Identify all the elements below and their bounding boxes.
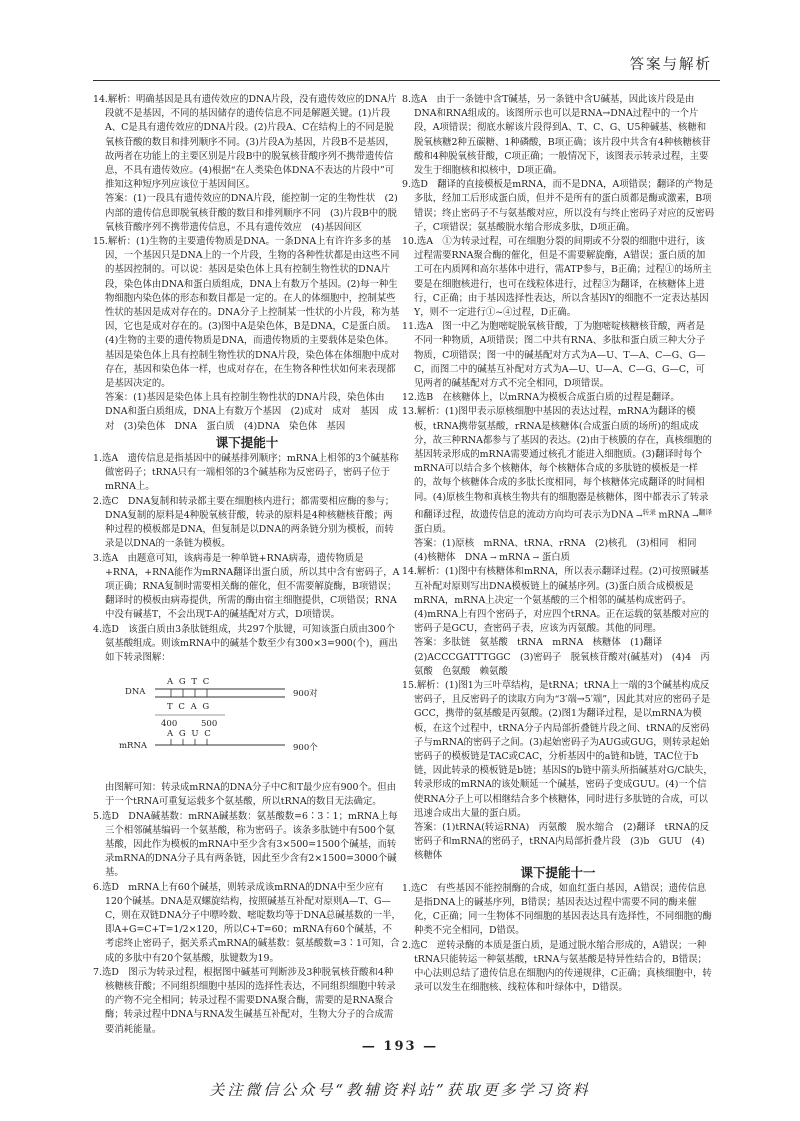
answer-15r: 15.解析：(1)图1为三叶草结构，是tRNA；tRNA上一端的3个碱基构成反密码子，且反密码子的读取方向为“3′端→5′端”，因此其对应的密码子是GCC，携带的氨基酸是丙氨酸。(2)图1为翻译过程，是以mRNA为模板，在这个过程中，tRNA分子内局部折叠链片段之间、tRNA的反密码子与mRNA的密码子之间。(3)起始密码子为AUG或GUG，则转录起始密码子的模板链是TAC或CAC，分析基因中的a链和b链，TAC位于b链，因此转录的模板链是b链；基因S的b链中箭头所指碱基对G/C缺失，转录形成的mRNA的该处顺延一个碱基，密码子变成GUU。(4)一个信使RNA分子上可以相继结合多个核糖体，同时进行多肽链的合成，可以迅速合成出大量的蛋白质。 [402,679,713,819]
answer-3: 3.选A 由题意可知，该病毒是一种单链+RNA病毒，遗传物质是+RNA，+RNA能作为mRNA翻译出蛋白质，所以其中含有密码子，A项正确；RNA复制时需要相关酶的催化，但不需要解旋酶，B项错误；翻译时的模板由病毒提供，所需的酶由宿主细胞提供，C项错误；RNA中没有碱基T，不会出现T-A的碱基配对方式，D项错误。 [93,552,400,621]
answer-1: 1.选A 遗传信息是指基因中的碱基排列顺序；mRNA上相邻的3个碱基称做密码子；tRNA只有一端相邻的3个碱基称为反密码子，密码子位于mRNA上。 [93,453,399,493]
arrow-label-transcription: 转录 [642,507,656,516]
mrna-bases: A G U C [167,729,211,740]
answer-15-key: 答案：(1)基因是染色体上具有控制生物性状的DNA片段，染色体由DNA和蛋白质组成，DNA上有数万个基因 (2)成对 成对 基因 成对 (3)染色体 DNA 蛋白质 (4)DNA 染色体 基因 [105,392,398,432]
section-title-10: 课下提能十 [215,434,279,450]
answer-15r-key: 答案：(1)tRNA(转运RNA) 丙氨酸 脱水缩合 (2)翻译 tRNA的反密码子和mRNA的密码子，tRNA内局部折叠片段 (3)b GUU (4)核糖体 [414,822,710,862]
answer-13 [402,405,714,536]
answer-12: 12.选B 在核糖体上，以mRNA为模板合成蛋白质的过程是翻译。 [402,392,680,404]
page-number: — 193 — [361,1039,439,1054]
answer-2: 2.选C DNA复制和转录都主要在细胞核内进行；都需要相应酶的参与；DNA复制的原料是4种脱氧核苷酸，转录的原料是4种核糖核苷酸；两种过程的模板都是DNA，但复制是以DNA的两条链分别为模板，而转录是以DNA的一条链为模板。 [93,495,395,550]
flow-mrna: mRNA [658,509,690,521]
dna-bottom-bases: T C A G [167,702,210,713]
count-500: 500 [201,719,218,730]
key-arrow-2: → [530,553,542,563]
answer-13-key-text: 答案：(1)原核 mRNA、tRNA、rRNA (2)核孔 (3)相同 相同 (4)核糖体 DNA [414,537,706,564]
header-rule [93,80,720,81]
answer-14r-key: 答案：多肽链 氨基酸 tRNA mRNA 核糖体 (1)翻译 (2)ACCCGATTTGGC (3)密码子 脱氧核苷酸对(碱基对) (4)4 丙氨酸 色氨酸 赖氨酸 [414,637,710,677]
answer-r1: 1.选C 有些基因不能控制酶的合成，如血红蛋白基因，A错误；遗传信息是指DNA上的碱基序列，B错误；基因表达过程中需要不同的酶来催化，C正确；同一生物体不同细胞的基因表达具有选择性，不同细胞的酶种类不完全相同，D错误。 [402,882,712,937]
answer-r2: 2.选C 逆转录酶的本质是蛋白质，是通过脱水缩合形成的，A错误；一种tRNA只能转运一种氨基酸，tRNA与氨基酸是特异性结合的，B错误；中心法则总结了遗传信息在细胞内的传递规律，C正确；真核细胞中，转录可以发生在细胞核、线粒体和叶绿体中，D错误。 [402,939,712,994]
answer-13-text: 13.解析：(1)图甲表示原核细胞中基因的表达过程，mRNA为翻译的模板，tRNA携带氨基酸，rRNA是核糖体(合成蛋白质的场所)的组成成分，故三种RNA都参与了基因的表达。(2)由于核膜的存在，真核细胞的基因转录形成的mRNA需要通过核孔才能进入细胞质。(3)翻译时每个mRNA可以结合多个核糖体，每个核糖体合成的多肽链的模板是一样的，故每个核糖体合成的多肽长度相同，每个核糖体完成翻译的时间相同。(4)原核生物和真核生物共有的细胞器是核糖体，图中都表示了转录和翻译过程，故遗传信息的流动方向均可表示为DNA [402,406,712,521]
right-column [402,93,714,995]
transcription-diagram [105,667,401,779]
answer-14: 14.解析：明确基因是具有遗传效应的DNA片段，没有遗传效应的DNA片段就不是基因，不同的基因储存的遗传信息不同是解题关键。(1)片段A、C是具有遗传效应的DNA片段。(2)片段A、C在结构上的不同是脱氧核苷酸的数目和排列顺序不同。(3)片段A为基因，片段B不是基因，故两者在功能上的主要区别是片段B中的脱氧核苷酸序列不携带遗传信息，不具有遗传效应。(4)根据“在人类染色体DNA不表达的片段中”可推知这种短序列应该位于基因间区。 [93,94,397,191]
key-arrow-1: → [487,553,500,563]
answer-11: 11.选A 图一中乙为胞嘧啶脱氧核苷酸，丁为胞嘧啶核糖核苷酸，两者是不同一种物质，A项错误；图二中共有RNA、多肽和蛋白质三种大分子物质，C项错误；图一中的碱基配对方式为A—U、T—A、C—G、G—C，而图二中的碱基互补配对方式为A—U、U—A、C—G、G—C，可见两者的碱基配对方式不完全相同，D项错误。 [402,321,706,390]
answer-15: 15.解析：(1)生物的主要遗传物质是DNA。一条DNA上有许许多多的基因，一个基因只是DNA上的一个片段，生物的各种性状都是由这些不同的基因控制的。可以说：基因是染色体上具有控制生物性状的DNA片段，染色体由DNA和蛋白质组成，DNA上有数万个基因。(2)每一种生物细胞内染色体的形态和数目都是一定的。在人的体细胞中，控制某些性状的基因是成对存在的。DNA分子上控制某一性状的小片段，称为基因，它也是成对存在的。(3)图中A是染色体，B是DNA，C是蛋白质。(4)生物的主要的遗传物质是DNA，而遗传物质的主要载体是染色体。基因是染色体上具有控制生物性状的DNA片段，染色体在体细胞中成对存在，基因和染色体一样，也成对存在，在生物各种性状如何来表现都是基因决定的。 [93,236,400,390]
answer-9: 9.选D 翻译的直接模板是mRNA，而不是DNA，A项错误；翻译的产物是多肽，经加工后形成蛋白质，但并不是所有的蛋白质都是酶或激素，B项错误；终止密码子不与氨基酸对应，所以没有与终止密码子对应的反密码子，C项错误；氨基酸脱水缩合形成多肽，D项正确。 [402,179,715,233]
arrow-label-translation: 翻译 [698,507,712,516]
answer-8: 8.选A 由于一条链中含T碱基，另一条链中含U碱基，因此该片段是由DNA和RNA组成的。该图所示也可以是RNA→DNA过程中的一个片段，A项错误；彻底水解该片段得到A、T、C、G、U5种碱基、核糖和脱氧核糖2种五碳糖、1种磷酸，B项正确；该片段中共含有4种核糖核苷酸和4种脱氧核苷酸，C项正确；一般情况下，该图表示转录过程，主要发生于细胞核和拟核中，D项正确。 [402,94,711,177]
header-title: 答案与解析 [629,57,712,73]
key-protein: 蛋白质 [541,552,570,564]
count-400: 400 [161,719,178,730]
flow-protein: 蛋白质。 [414,523,452,535]
dna-top-bases: A G T C [167,677,210,688]
answer-13-key [402,537,714,565]
section-title-11: 课下提能十一 [520,864,596,880]
answer-7: 7.选D 图示为转录过程，根据图中碱基可判断涉及3种脱氧核苷酸和4种核糖核苷酸；不同组织细胞中基因的选择性表达，不同组织细胞中转录的产物不完全相同；转录过程不需要DNA聚合酶，需要的是RNA聚合酶；转录过程中DNA与RNA发生碱基互补配对，生物大分子的合成需要消耗能量。 [93,966,396,1035]
answer-10: 10.选A ①为转录过程，可在细胞分裂的间期或不分裂的细胞中进行，该过程需要RNA聚合酶的催化，但是不需要解旋酶，A错误；蛋白质的加工可在内质网和高尔基体中进行，需ATP参与，B正确；过程①的场所主要是在细胞核进行，也可在线粒体进行，过程③为翻译，在核糖体上进行，C正确；由于基因选择性表达，所以含基因Y的细胞不一定表达基因Y，则不一定进行①~④过程，D正确。 [402,236,712,319]
answer-6: 6.选D mRNA上有60个碱基，则转录成该mRNA的DNA中至少应有120个碱基。DNA是双螺旋结构，按照碱基互补配对原则A—T、G—C，则在双链DNA分子中嘌呤数、嘧啶数均等于DNA总碱基数的一半，即A+G=C+T=1/2×120，所以C+T=60；mRNA有60个碱基，不考虑终止密码子，据关系式mRNA的碱基数：氨基酸数=3∶1可知，合成的多肽中有20个氨基酸，肽键数为19。 [93,881,401,964]
mrna-label: mRNA [119,741,148,752]
transcription-diagram-lines [105,667,395,779]
answer-4-cont: 由图解可知：转录成mRNA的DNA分子中C和T最少应有900个。但由于一个tRNA可重复运载多个氨基酸，所以tRNA的数目无法确定。 [105,782,396,808]
answer-14r: 14.解析：(1)图中有核糖体和mRNA，所以表示翻译过程。(2)可按照碱基互补配对原则写出DNA模板链上的碱基序列。(3)蛋白质合成模板是mRNA，mRNA上决定一个氨基酸的三个相邻的碱基构成密码子。(4)mRNA上有四个密码子，对应四个tRNA。正在运载的氨基酸对应的密码子是GCU，查密码子表，应该为丙氨酸。其他的同理。 [402,566,710,635]
answer-14-key: 答案：(1)一段具有遗传效应的DNA片段，能控制一定的生物性状 (2)内部的遗传信息即脱氧核苷酸的数目和排列顺序不同 (3)片段B中的脱氧核苷酸序列不携带遗传信息，不具有遗传效应 (4)基因间区 [105,193,398,233]
answer-4: 4.选D 该蛋白质由3条肽链组成，共297个肽键，可知该蛋白质由300个氨基酸组成。则该mRNA中的碱基个数至少有300×3=900(个)，画出如下转录图解： [93,623,398,663]
answer-5: 5.选D DNA碱基数：mRNA碱基数：氨基酸数=6∶3∶1；mRNA上每三个相邻碱基编码一个氨基酸，称为密码子。该条多肽链中有500个氨基酸，因此作为模板的mRNA中至少含有3×500=1500个碱基，而转录mRNA的DNA分子具有两条链，因此至少含有2×1500=3000个碱基。 [93,810,398,879]
arrow-translation: →$^{翻译}$ [689,507,712,520]
key-mrna: mRNA [499,552,531,564]
mrna-count: 900个 [293,743,318,754]
arrow-transcription: →$^{转录}$ [633,507,656,520]
dna-label: DNA [125,687,146,698]
footer-handwriting: 关注微信公众号“教辅资料站”获取更多学习资料 [209,1081,591,1099]
left-column [93,93,401,1037]
dna-count: 900对 [293,689,318,700]
